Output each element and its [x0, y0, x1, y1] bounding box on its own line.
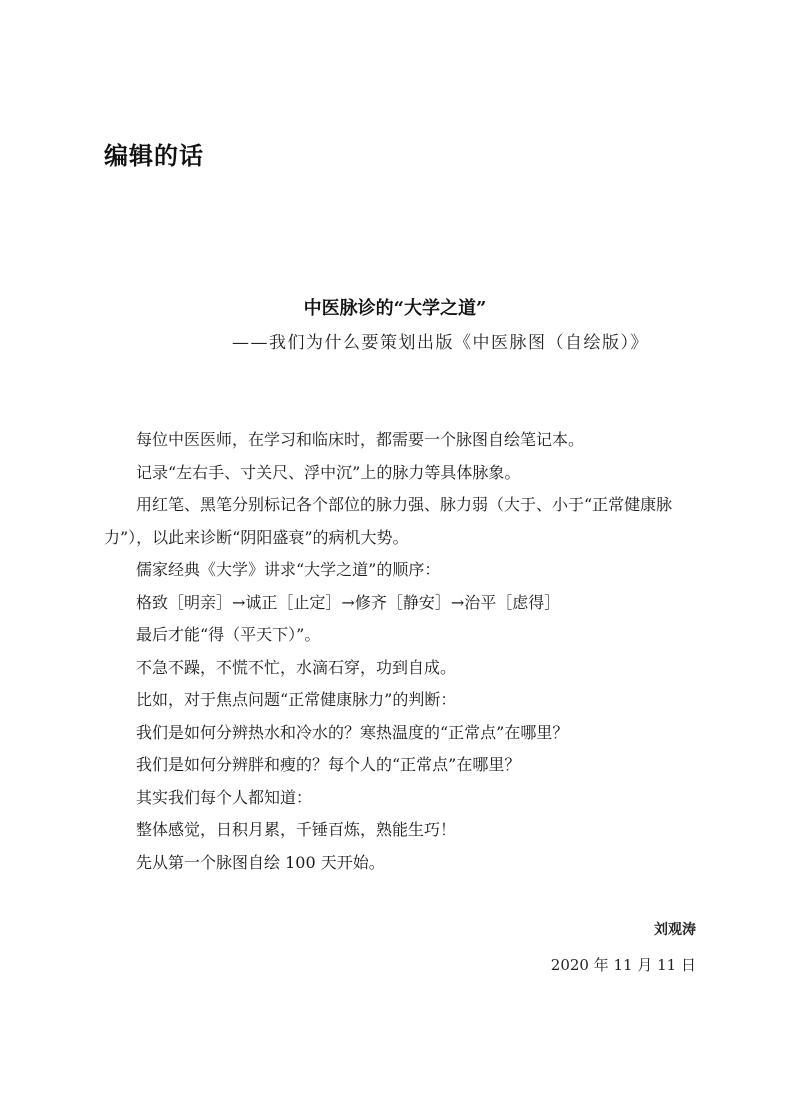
paragraph: 其实我们每个人都知道：	[136, 787, 313, 807]
paragraph: 我们是如何分辨热水和冷水的？寒热温度的“正常点”在哪里？	[136, 722, 569, 742]
date: 2020 年 11 月 11 日	[550, 956, 696, 974]
article-subtitle: ——我们为什么要策划出版《中医脉图（自绘版）》	[232, 333, 649, 353]
paragraph: 先从第一个脉图自绘 100 天开始。	[136, 852, 385, 872]
paragraph: 比如，对于焦点问题“正常健康脉力”的判断：	[136, 690, 457, 709]
paragraph: 整体感觉，日积月累，千锤百炼，熟能生巧！	[136, 820, 457, 839]
paragraph: 最后才能“得（平天下）”。	[136, 625, 321, 644]
paragraph: 儒家经典《大学》讲求“大学之道”的顺序：	[136, 560, 441, 579]
paragraph: 记录“左右手、寸关尺、浮中沉”上的脉力等具体脉象。	[136, 462, 521, 482]
paragraph: 用红笔、黑笔分别标记各个部位的脉力强、脉力弱（大于、小于“正常健康脉力”），以此来诊断“阴阳盛衰”的病机大势。	[104, 495, 673, 547]
paragraph: 每位中医医师，在学习和临床时，都需要一个脉图自绘笔记本。	[136, 430, 585, 449]
section-title: 编辑的话	[104, 142, 204, 170]
author-signature: 刘观涛	[654, 922, 696, 938]
article-body	[104, 424, 696, 879]
paragraph: 格致［明亲］→诚正［止定］→修齐［静安］→治平［虑得］	[136, 592, 561, 612]
paragraph: 不急不躁，不慌不忙，水滴石穿，功到自成。	[136, 657, 457, 677]
article-title: 中医脉诊的“大学之道”	[303, 298, 487, 319]
paragraph: 我们是如何分辨胖和瘦的？每个人的“正常点”在哪里？	[136, 755, 521, 774]
